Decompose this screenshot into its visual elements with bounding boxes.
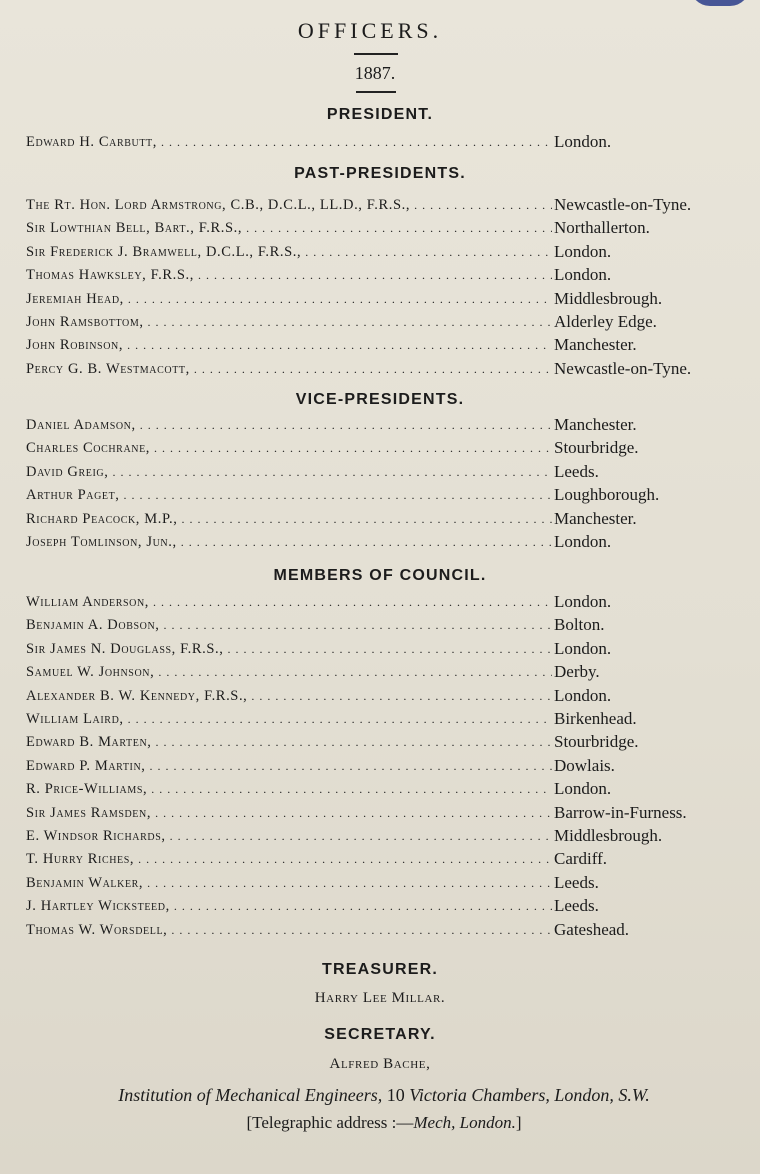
officer-name: Alexander B. W. Kennedy, F.R.S., . . . [26, 684, 552, 708]
officer-location: Leeds. [554, 896, 599, 916]
officer-name: Daniel Adamson, . . . [26, 413, 552, 437]
officer-location: Manchester. [554, 335, 637, 355]
council-heading: MEMBERS OF COUNCIL. [273, 567, 487, 584]
officer-location: Manchester. [554, 415, 637, 434]
list-item [26, 801, 746, 825]
list-item [26, 777, 746, 801]
list-item [26, 436, 746, 460]
year: 1887. [354, 63, 396, 83]
officer-name: R. Price-Williams, . . . [26, 777, 552, 801]
list-item [26, 847, 746, 871]
list-item [26, 333, 746, 357]
officer-location: Northallerton. [554, 218, 650, 238]
officer-name: Sir Frederick J. Bramwell, D.C.L., F.R.S., . . . [26, 240, 552, 264]
year-rule [356, 91, 396, 93]
list-item [26, 263, 746, 287]
list-item [26, 287, 746, 311]
list-item [26, 637, 746, 661]
list-item [26, 216, 746, 240]
list-item [26, 918, 746, 942]
telegraph-value: Mech, London. [413, 1113, 516, 1132]
officer-location: Bolton. [554, 615, 605, 635]
officer-name: Percy G. B. Westmacott, . . . [26, 357, 552, 381]
officer-name: William Anderson, . . . [26, 590, 552, 614]
officer-location: London. [554, 685, 612, 705]
officer-location: London. [554, 241, 612, 261]
secretary-address [0, 1085, 760, 1106]
officer-name: Sir James N. Douglass, F.R.S., . . . [26, 637, 552, 661]
treasurer-heading: TREASURER. [321, 961, 438, 978]
telegraph-suffix: ] [515, 1113, 522, 1132]
officer-location: Leeds. [554, 461, 599, 481]
street-address: Victoria Chambers, London, S.W. [409, 1085, 650, 1105]
officer-location: Middlesbrough. [554, 288, 663, 308]
list-item [26, 530, 746, 554]
officer-name: Edward P. Martin, . . . [26, 754, 552, 778]
officer-name: J. Hartley Wicksteed, . . . [26, 894, 552, 918]
officer-name: The Rt. Hon. Lord Armstrong, C.B., D.C.L., LL.D., F.R.S., . . . [26, 193, 552, 217]
institution-name: Institution of Mechanical Engineers, [118, 1085, 383, 1105]
officer-name: E. Windsor Richards, . . . [26, 824, 552, 848]
past-presidents-heading: PAST-PRESIDENTS. [294, 165, 466, 182]
officer-location: Newcastle-on-Tyne. [554, 195, 692, 214]
list-item [26, 460, 746, 484]
list-item [26, 871, 746, 895]
officer-name: T. Hurry Riches, . . . [26, 847, 552, 871]
officer-name: John Ramsbottom, . . . [26, 310, 552, 334]
list-item [26, 707, 746, 731]
list-item [26, 824, 746, 848]
officer-name: Benjamin A. Dobson, . . . [26, 613, 552, 637]
officer-location: London. [554, 132, 612, 151]
officer-location: Manchester. [554, 508, 637, 528]
list-item [26, 193, 746, 217]
list-item [26, 240, 746, 264]
secretary-heading: SECRETARY. [324, 1026, 436, 1043]
officer-location: Derby. [554, 662, 600, 682]
officer-name: Benjamin Walker, . . . [26, 871, 552, 895]
officer-location: Middlesbrough. [554, 826, 663, 845]
officer-location: Newcastle-on-Tyne. [554, 358, 692, 378]
officer-name: Richard Peacock, M.P., . . . [26, 507, 552, 531]
officer-name: Thomas Hawksley, F.R.S., . . . [26, 263, 552, 287]
officer-name: Thomas W. Worsdell, . . . [26, 918, 552, 942]
officer-name: Sir James Ramsden, . . . [26, 801, 552, 825]
title-rule [354, 53, 398, 55]
list-item [26, 357, 746, 381]
list-item [26, 754, 746, 778]
street-number: 10 [386, 1085, 405, 1105]
officer-location: Leeds. [554, 872, 599, 892]
officer-location: London. [554, 779, 612, 799]
list-item [26, 894, 746, 918]
officer-location: Gateshead. [554, 919, 630, 939]
list-item [26, 660, 746, 684]
officer-location: Stourbridge. [554, 438, 639, 458]
treasurer-name: Harry Lee Millar. [314, 990, 446, 1006]
officer-name: William Laird, . . . [26, 707, 552, 731]
list-item [26, 130, 746, 154]
officer-name: Charles Cochrane, . . . [26, 436, 552, 460]
officer-location: Barrow-in-Furness. [554, 802, 687, 822]
officer-location: Loughborough. [554, 485, 660, 505]
vice-presidents-heading: VICE-PRESIDENTS. [295, 391, 465, 408]
officer-location: Alderley Edge. [554, 312, 657, 331]
list-item [26, 310, 746, 334]
officer-name: Edward B. Marten, . . . [26, 730, 552, 754]
secretary-name: Alfred Bache, [329, 1056, 431, 1072]
officer-name: Jeremiah Head, . . . [26, 287, 552, 311]
officer-name: Joseph Tomlinson, Jun., . . . [26, 530, 552, 554]
officer-location: Dowlais. [554, 755, 615, 775]
officer-location: London. [554, 532, 612, 551]
officer-location: Stourbridge. [554, 732, 639, 752]
list-item [26, 507, 746, 531]
list-item [26, 684, 746, 708]
president-heading: PRESIDENT. [326, 106, 434, 123]
officer-name: Samuel W. Johnson, . . . [26, 660, 552, 684]
officer-location: London. [554, 265, 612, 285]
officer-name: David Greig, . . . [26, 460, 552, 484]
list-item [26, 590, 746, 614]
officer-location: London. [554, 592, 612, 611]
telegraph-prefix: [Telegraphic address :— [246, 1113, 414, 1132]
officer-name: John Robinson, . . . [26, 333, 552, 357]
list-item [26, 413, 746, 437]
list-item [26, 730, 746, 754]
page-corner-mark [690, 0, 750, 6]
list-item [26, 483, 746, 507]
officer-location: Birkenhead. [554, 709, 637, 728]
officer-name: Sir Lowthian Bell, Bart., F.R.S., . . . [26, 216, 552, 240]
page-title: OFFICERS. [297, 18, 443, 43]
list-item [26, 613, 746, 637]
telegraphic-address [0, 1113, 760, 1133]
officer-name: Edward H. Carbutt, . . . [26, 130, 552, 154]
officer-location: Cardiff. [554, 849, 608, 869]
officer-location: London. [554, 638, 612, 658]
officer-name: Arthur Paget, . . . [26, 483, 552, 507]
